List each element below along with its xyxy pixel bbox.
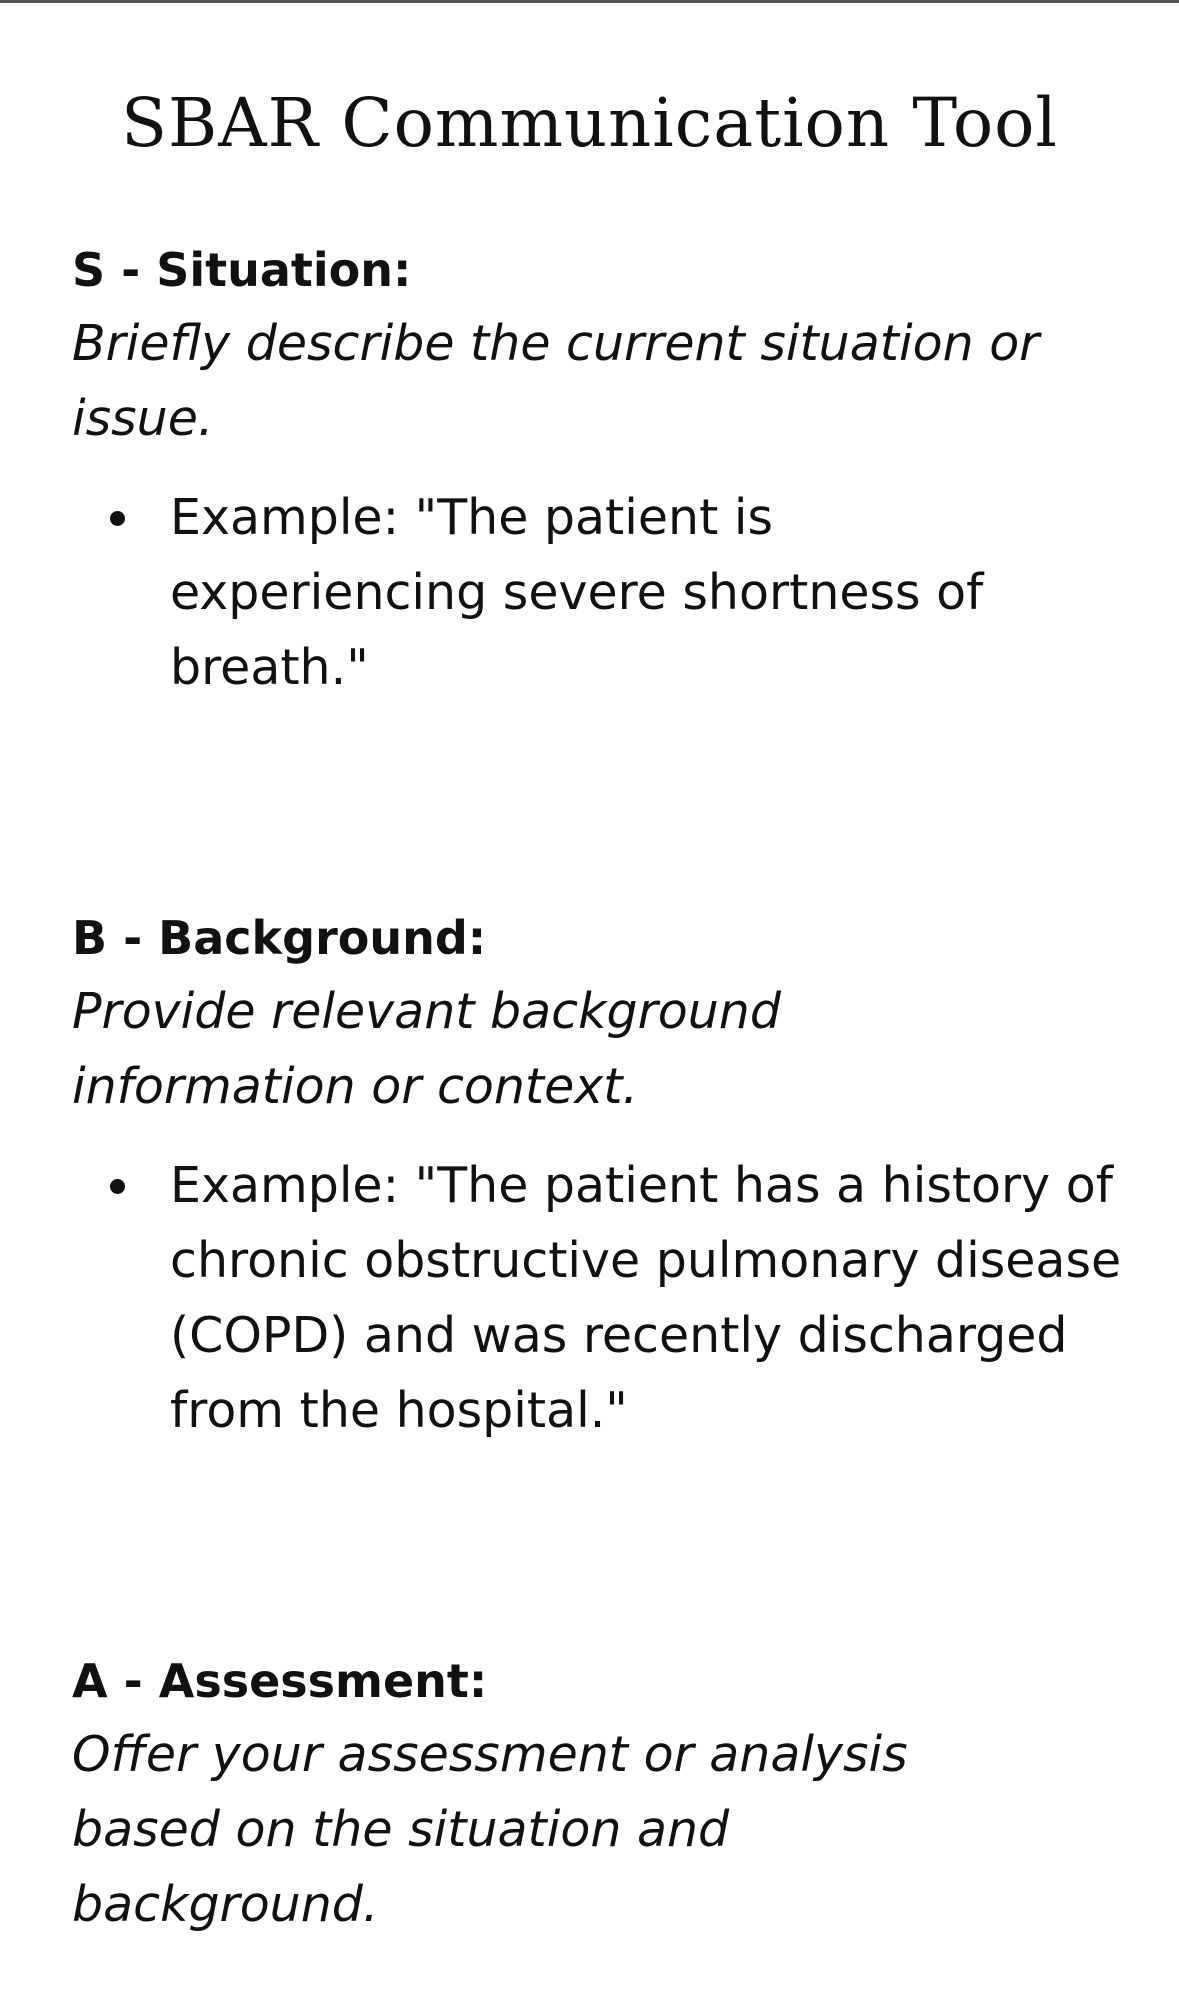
example-text: Example: "The patient has a history of chronic obstructive pulmonary disease (COPD) and was recently discharged from the hospital." bbox=[170, 1157, 1122, 1439]
bullet-icon bbox=[110, 511, 125, 526]
section-description: Offer your assessment or analysis based on the situation and background. bbox=[72, 1726, 908, 1933]
section-heading: B - Background: bbox=[72, 911, 487, 965]
section-background bbox=[72, 908, 1132, 1448]
section-heading: S - Situation: bbox=[72, 243, 412, 297]
section-situation bbox=[72, 240, 1132, 705]
section-heading: A - Assessment: bbox=[72, 1654, 488, 1708]
top-border bbox=[0, 0, 1179, 3]
page-title: SBAR Communication Tool bbox=[121, 84, 1058, 162]
example-item bbox=[72, 1148, 1150, 1448]
example-list bbox=[72, 1148, 1132, 1448]
example-list bbox=[72, 480, 1132, 705]
bullet-icon bbox=[110, 1179, 125, 1194]
example-text: Example: "The patient is experiencing severe shortness of breath." bbox=[170, 489, 984, 696]
section-assessment bbox=[72, 1651, 1132, 1942]
section-description: Provide relevant background information or context. bbox=[72, 983, 781, 1115]
section-description: Briefly describe the current situation or issue. bbox=[72, 315, 1040, 447]
example-item bbox=[72, 480, 1070, 705]
